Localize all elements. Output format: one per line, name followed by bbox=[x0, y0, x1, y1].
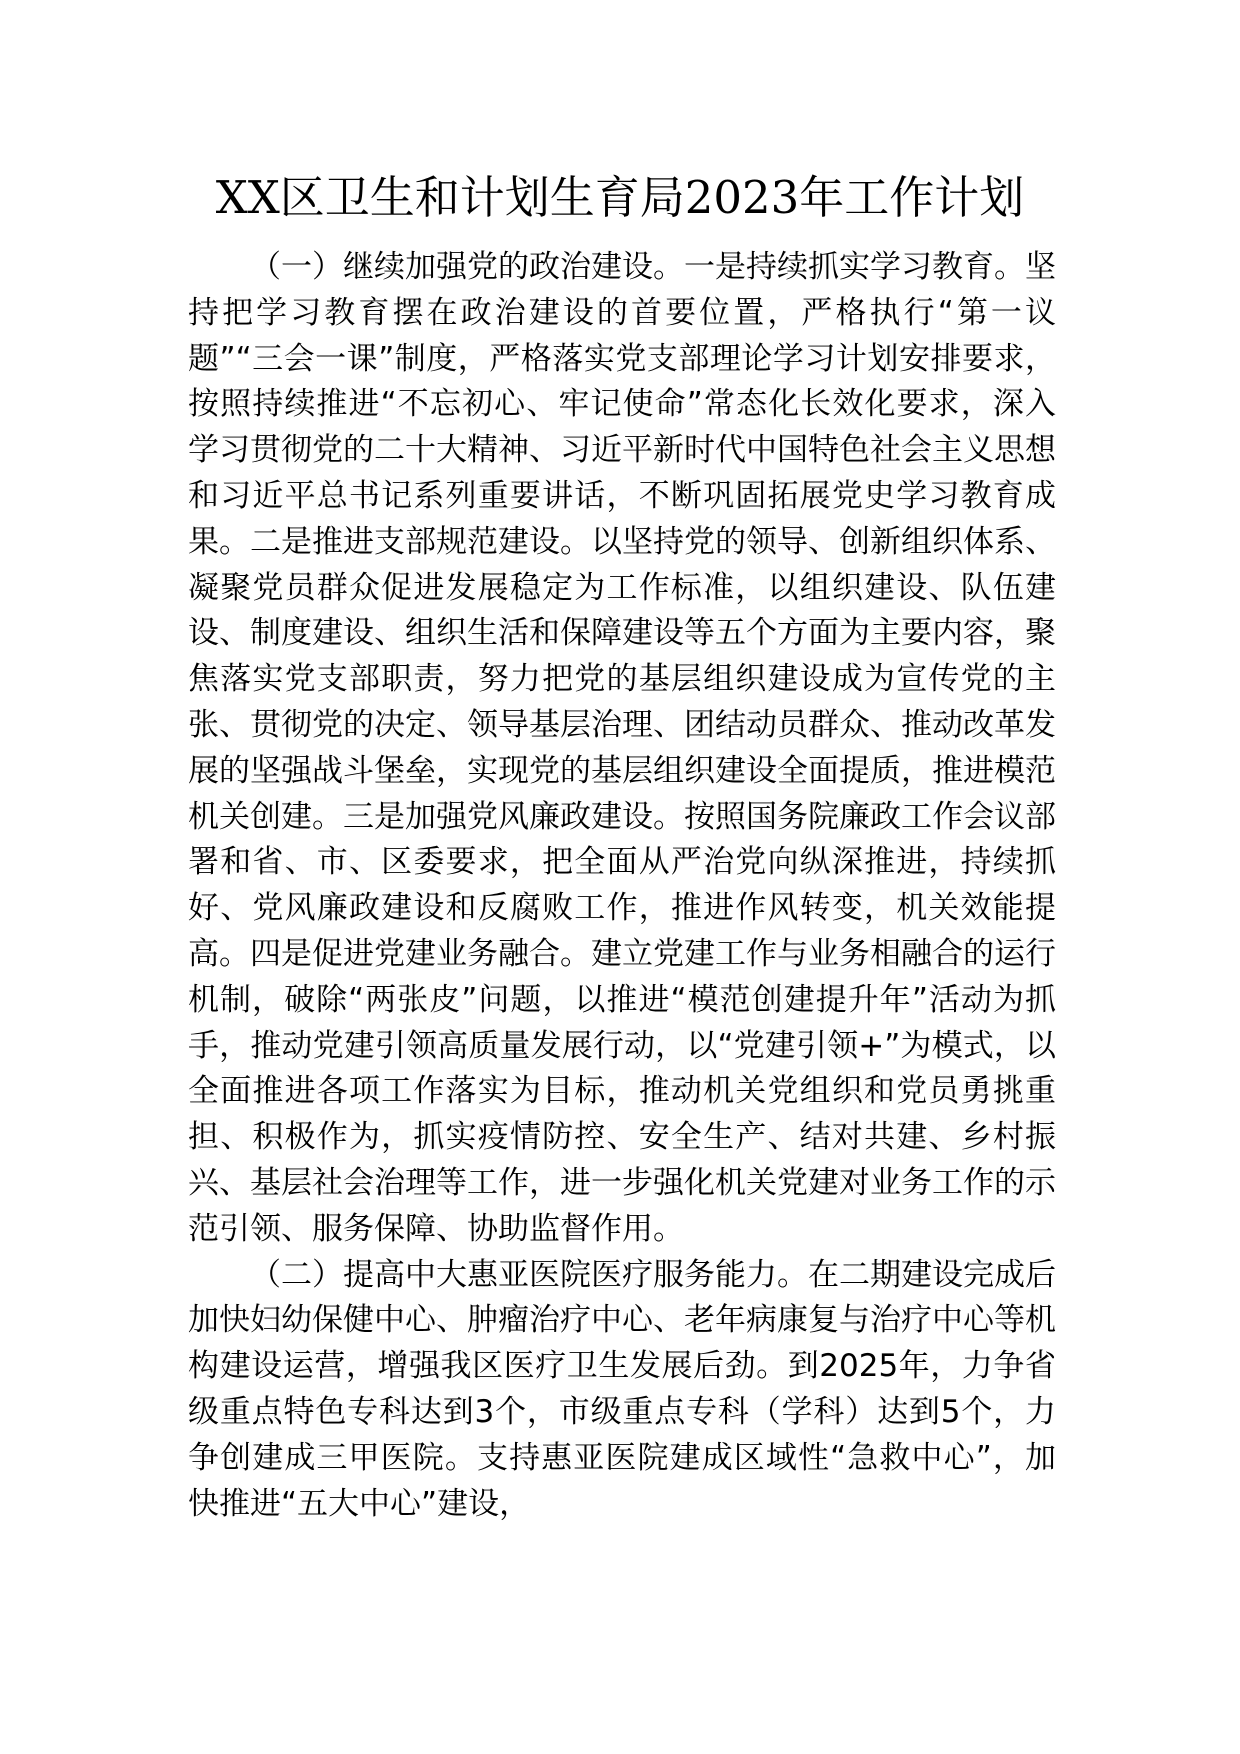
document-title: XX区卫生和计划生育局2023年工作计划 bbox=[215, 171, 1025, 224]
paragraph-section-2: （二）提高中大惠亚医院医疗服务能力。在二期建设完成后加快妇幼保健中心、肿瘤治疗中心、老年病康复与治疗中心等机构建设运营，增强我区医疗卫生发展后劲。到2025年，力争省级重点特色专科达到3个，市级重点专科（学科）达到5个，力争创建成三甲医院。支持惠亚医院建成区域性“急救中心”，加快推进“五大中心”建设， bbox=[188, 1256, 1056, 1522]
document-body bbox=[188, 245, 1056, 1527]
paragraph-section-1: （一）继续加强党的政治建设。一是持续抓实学习教育。坚持把学习教育摆在政治建设的首要位置，严格执行“第一议题”“三会一课”制度，严格落实党支部理论学习计划安排要求，按照持续推进“不忘初心、牢记使命”常态化长效化要求，深入学习贯彻党的二十大精神、习近平新时代中国特色社会主义思想和习近平总书记系列重要讲话，不断巩固拓展党史学习教育成果。二是推进支部规范建设。以坚持党的领导、创新组织体系、凝聚党员群众促进发展稳定为工作标准，以组织建设、队伍建设、制度建设、组织生活和保障建设等五个方面为主要内容，聚焦落实党支部职责，努力把党的基层组织建设成为宣传党的主张、贯彻党的决定、领导基层治理、团结动员群众、推动改革发展的坚强战斗堡垒，实现党的基层组织建设全面提质，推进模范机关创建。三是加强党风廉政建设。按照国务院廉政工作会议部署和省、市、区委要求，把全面从严治党向纵深推进，持续抓好、党风廉政建设和反腐败工作，推进作风转变，机关效能提高。四是促进党建业务融合。建立党建工作与业务相融合的运行机制，破除“两张皮”问题，以推进“模范创建提升年”活动为抓手，推动党建引领高质量发展行动，以“党建引领+”为模式，以全面推进各项工作落实为目标，推动机关党组织和党员勇挑重担、积极作为，抓实疫情防控、安全生产、结对共建、乡村振兴、基层社会治理等工作，进一步强化机关党建对业务工作的示范引领、服务保障、协助监督作用。 bbox=[188, 249, 1056, 1247]
